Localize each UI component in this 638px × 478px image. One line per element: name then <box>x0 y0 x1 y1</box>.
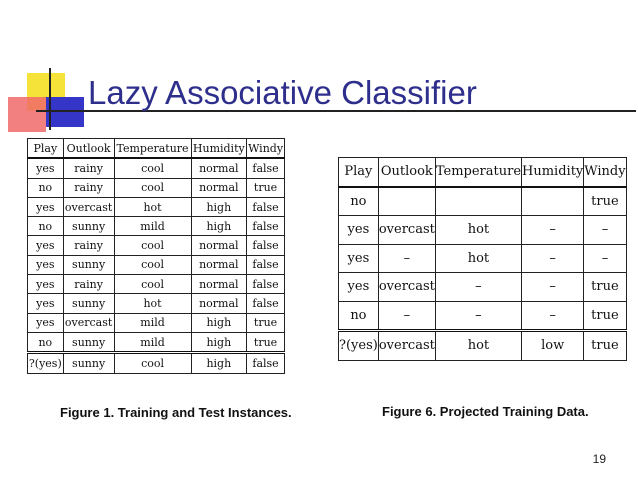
table-cell: sunny <box>63 294 114 313</box>
header-row <box>339 158 627 187</box>
table-row <box>28 255 285 274</box>
table-cell: cool <box>114 275 191 294</box>
table-cell: mild <box>114 217 191 236</box>
table-cell: false <box>247 217 285 236</box>
table-cell: Outlook <box>378 158 435 187</box>
table-cell: sunny <box>63 217 114 236</box>
table-cell: false <box>247 275 285 294</box>
table-cell: rainy <box>63 178 114 197</box>
table-cell: yes <box>28 236 64 255</box>
table-cell: – <box>378 301 435 331</box>
table-cell: low <box>522 331 584 361</box>
table-cell: sunny <box>63 332 114 352</box>
table-cell: Windy <box>584 158 626 187</box>
table-cell: true <box>584 331 626 361</box>
table-cell: no <box>28 217 64 236</box>
table-cell: false <box>247 158 285 178</box>
table-cell: true <box>584 301 626 331</box>
table-cell: hot <box>114 197 191 216</box>
table-cell: – <box>522 216 584 245</box>
table-cell: true <box>584 273 626 302</box>
table-cell: yes <box>339 216 379 245</box>
table-cell: false <box>247 353 285 373</box>
table-cell: rainy <box>63 236 114 255</box>
table-cell: high <box>191 217 247 236</box>
table-cell: overcast <box>378 331 435 361</box>
table-cell: yes <box>28 255 64 274</box>
table-cell: normal <box>191 158 247 178</box>
table-row <box>28 197 285 216</box>
table-row <box>339 273 627 302</box>
table-cell: Humidity <box>191 139 247 159</box>
table-cell: true <box>247 313 285 332</box>
table-cell: cool <box>114 178 191 197</box>
decor-red-square <box>8 97 46 132</box>
table-cell: true <box>584 187 626 216</box>
table-cell: cool <box>114 236 191 255</box>
table-cell: Humidity <box>522 158 584 187</box>
table-cell: high <box>191 353 247 373</box>
table-cell: yes <box>28 313 64 332</box>
table-row <box>339 244 627 273</box>
table-cell: normal <box>191 236 247 255</box>
table-row <box>28 158 285 178</box>
table-cell: Play <box>28 139 64 159</box>
table-cell: – <box>435 273 521 302</box>
table-cell: mild <box>114 332 191 352</box>
table-cell: high <box>191 332 247 352</box>
table-cell: hot <box>114 294 191 313</box>
table-row <box>339 187 627 216</box>
table-cell: Temperature <box>435 158 521 187</box>
table-cell: no <box>28 178 64 197</box>
table-cell: hot <box>435 216 521 245</box>
table-cell: normal <box>191 275 247 294</box>
table-cell: hot <box>435 331 521 361</box>
table-cell: Temperature <box>114 139 191 159</box>
table-cell: yes <box>28 294 64 313</box>
decor-vertical-line <box>49 68 51 130</box>
table-cell: normal <box>191 178 247 197</box>
table-cell: false <box>247 236 285 255</box>
table-cell: – <box>522 273 584 302</box>
table-row <box>339 216 627 245</box>
table-cell: – <box>435 301 521 331</box>
table-cell: rainy <box>63 275 114 294</box>
table-cell: cool <box>114 255 191 274</box>
table-cell: overcast <box>63 313 114 332</box>
table-cell: sunny <box>63 353 114 373</box>
table-cell: ?(yes) <box>28 353 64 373</box>
table-cell: yes <box>28 158 64 178</box>
page-number: 19 <box>592 452 606 466</box>
table-cell: yes <box>28 275 64 294</box>
table-cell <box>378 187 435 216</box>
table-cell: sunny <box>63 255 114 274</box>
table-row <box>28 236 285 255</box>
table-cell: – <box>584 244 626 273</box>
table-cell: ?(yes) <box>339 331 379 361</box>
table-row <box>28 332 285 352</box>
table-cell: high <box>191 197 247 216</box>
table-cell: yes <box>339 273 379 302</box>
table-cell: false <box>247 255 285 274</box>
test-row <box>28 353 285 373</box>
table-cell: no <box>28 332 64 352</box>
training-test-table <box>27 138 285 374</box>
table-cell: overcast <box>378 273 435 302</box>
table-cell: no <box>339 187 379 216</box>
table-cell: – <box>378 244 435 273</box>
table-cell: rainy <box>63 158 114 178</box>
table-cell: Outlook <box>63 139 114 159</box>
test-row <box>339 331 627 361</box>
table-cell: – <box>584 216 626 245</box>
table-cell <box>522 187 584 216</box>
table-row <box>28 313 285 332</box>
table-cell: yes <box>28 197 64 216</box>
table-cell: yes <box>339 244 379 273</box>
table-cell: Play <box>339 158 379 187</box>
table-cell: false <box>247 197 285 216</box>
table-cell: false <box>247 294 285 313</box>
table-cell: – <box>522 244 584 273</box>
projected-data-table <box>338 157 627 361</box>
figure6-caption: Figure 6. Projected Training Data. <box>382 404 589 419</box>
table-cell: normal <box>191 294 247 313</box>
table-cell: high <box>191 313 247 332</box>
table-cell <box>435 187 521 216</box>
table-cell: true <box>247 332 285 352</box>
table-row <box>28 275 285 294</box>
table-cell: hot <box>435 244 521 273</box>
figure1-caption: Figure 1. Training and Test Instances. <box>60 405 292 420</box>
table-cell: overcast <box>378 216 435 245</box>
table-row <box>28 217 285 236</box>
table-cell: cool <box>114 353 191 373</box>
table-cell: normal <box>191 255 247 274</box>
header-row <box>28 139 285 159</box>
table-cell: cool <box>114 158 191 178</box>
slide-title: Lazy Associative Classifier <box>88 74 477 111</box>
table-cell: no <box>339 301 379 331</box>
table-cell: overcast <box>63 197 114 216</box>
table-cell: mild <box>114 313 191 332</box>
table-cell: – <box>522 301 584 331</box>
table-row <box>28 294 285 313</box>
table-row <box>28 178 285 197</box>
table-row <box>339 301 627 331</box>
decor-blue-square <box>46 97 84 127</box>
table-cell: Windy <box>247 139 285 159</box>
table-cell: true <box>247 178 285 197</box>
